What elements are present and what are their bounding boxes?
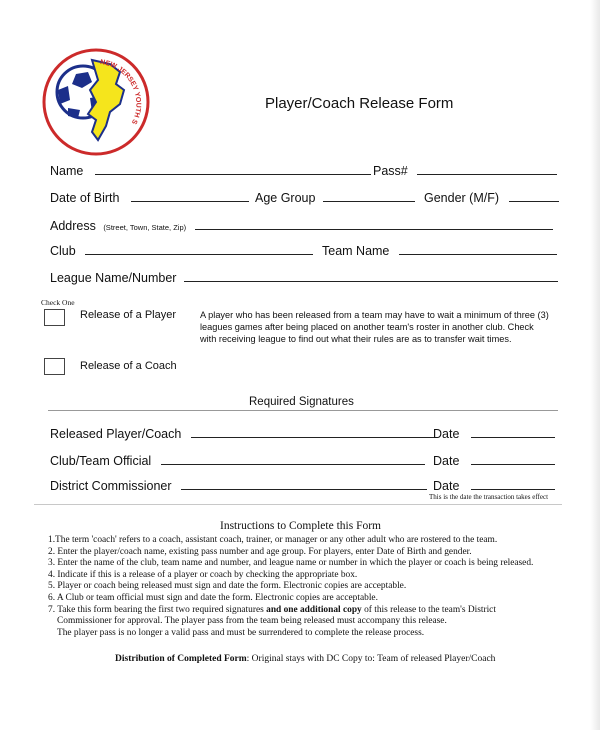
instruction-7-line-2: Commissioner for approval. The player pass from the team being released must accompany this release. — [57, 616, 447, 627]
district-label: District Commissioner — [50, 479, 172, 493]
released-date-field[interactable] — [471, 426, 555, 438]
note-line-3: with receiving league to find out what their rules are as to transfer wait times. — [200, 334, 512, 344]
address-hint: (Street, Town, State, Zip) — [103, 223, 187, 232]
gender-field[interactable] — [509, 190, 559, 202]
instruction-7-bold: and one additional copy — [266, 604, 362, 615]
instruction-item: 4. Indicate if this is a release of a player or coach by checking the appropriate box. — [48, 569, 358, 580]
district-date-label: Date — [433, 479, 460, 493]
released-signature-field[interactable] — [191, 426, 435, 438]
name-row — [50, 163, 371, 178]
league-label: League Name/Number — [50, 271, 177, 285]
released-label: Released Player/Coach — [50, 427, 182, 441]
distribution-text: : Original stays with DC Copy to: Team of released Player/Coach — [246, 654, 496, 664]
form-title: Player/Coach Release Form — [265, 95, 454, 112]
district-date-field[interactable] — [471, 478, 555, 490]
name-field[interactable] — [95, 163, 371, 175]
age-group-label: Age Group — [255, 191, 316, 205]
address-row — [50, 217, 553, 235]
club-official-date-field[interactable] — [471, 453, 555, 465]
club-official-signature-field[interactable] — [161, 453, 425, 465]
instructions-heading: Instructions to Complete this Form — [220, 520, 381, 532]
gender-row — [424, 190, 559, 205]
dob-label: Date of Birth — [50, 191, 120, 205]
release-coach-checkbox[interactable] — [44, 358, 65, 375]
instruction-7-text-b: of this release to the team's District — [361, 604, 496, 615]
team-name-field[interactable] — [399, 243, 557, 255]
release-coach-label: Release of a Coach — [80, 360, 177, 372]
age-group-row — [255, 190, 415, 205]
name-label: Name — [50, 164, 84, 178]
released-signature-row — [50, 426, 435, 441]
instruction-item: 3. Enter the name of the club, team name and number, and league name or number in which the player or coach is being released. — [48, 558, 534, 569]
address-field[interactable] — [195, 218, 553, 230]
check-one-label: Check One — [41, 298, 75, 307]
distribution-line — [115, 654, 495, 664]
nj-youth-soccer-logo — [40, 46, 152, 158]
league-row — [50, 270, 558, 285]
instruction-item: 2. Enter the player/coach name, existing pass number and age group. For players, enter Date of Birth and gender. — [48, 546, 472, 557]
club-label: Club — [50, 244, 76, 258]
page-edge-shadow — [590, 0, 600, 730]
distribution-label: Distribution of Completed Form — [115, 654, 247, 664]
league-field[interactable] — [184, 270, 558, 282]
pass-row — [373, 163, 557, 178]
team-name-row — [322, 243, 557, 258]
pass-label: Pass# — [373, 164, 408, 178]
instruction-7-line-3: The player pass is no longer a valid pass and must be surrendered to complete the release process. — [57, 627, 425, 638]
age-group-field[interactable] — [323, 190, 415, 202]
instruction-item: 6. A Club or team official must sign and date the form. Electronic copies are acceptable. — [48, 592, 378, 603]
note-line-2: leagues games after being placed on another team's roster in another club. Check — [200, 322, 534, 332]
club-field[interactable] — [85, 243, 313, 255]
note-line-1: A player who has been released from a team may have to wait a minimum of three (3) — [200, 310, 549, 320]
dob-field[interactable] — [131, 190, 249, 202]
dob-row — [50, 190, 249, 205]
club-official-label: Club/Team Official — [50, 454, 152, 468]
logo-text: NEW JERSEY YOUTH S — [99, 58, 142, 126]
instructions-divider — [34, 504, 562, 505]
district-date-row — [433, 478, 555, 493]
district-signature-row — [50, 478, 427, 493]
release-player-checkbox[interactable] — [44, 309, 65, 326]
team-name-label: Team Name — [322, 244, 390, 258]
release-player-note — [200, 309, 549, 345]
instruction-7-text-a: 7. Take this form bearing the first two required signatures — [48, 604, 267, 615]
instructions-list — [48, 535, 533, 639]
released-date-row — [433, 426, 555, 441]
date-note: This is the date the transaction takes effect — [429, 493, 549, 501]
released-date-label: Date — [433, 427, 460, 441]
instruction-item: 1.The term 'coach' refers to a coach, assistant coach, trainer, or manager or any other adult who are rostered to the team. — [48, 535, 498, 545]
club-official-signature-row — [50, 453, 425, 468]
release-player-label: Release of a Player — [80, 309, 176, 321]
district-signature-field[interactable] — [181, 478, 427, 490]
instruction-item-7 — [48, 605, 533, 617]
club-official-date-row — [433, 453, 555, 468]
club-row — [50, 243, 313, 258]
instruction-item: 5. Player or coach being released must sign and date the form. Electronic copies are acceptable. — [48, 581, 407, 592]
gender-label: Gender (M/F) — [424, 191, 500, 205]
pass-field[interactable] — [417, 163, 557, 175]
signatures-divider — [48, 410, 558, 411]
club-official-date-label: Date — [433, 454, 460, 468]
signatures-heading: Required Signatures — [249, 396, 354, 408]
address-label: Address — [50, 219, 96, 233]
